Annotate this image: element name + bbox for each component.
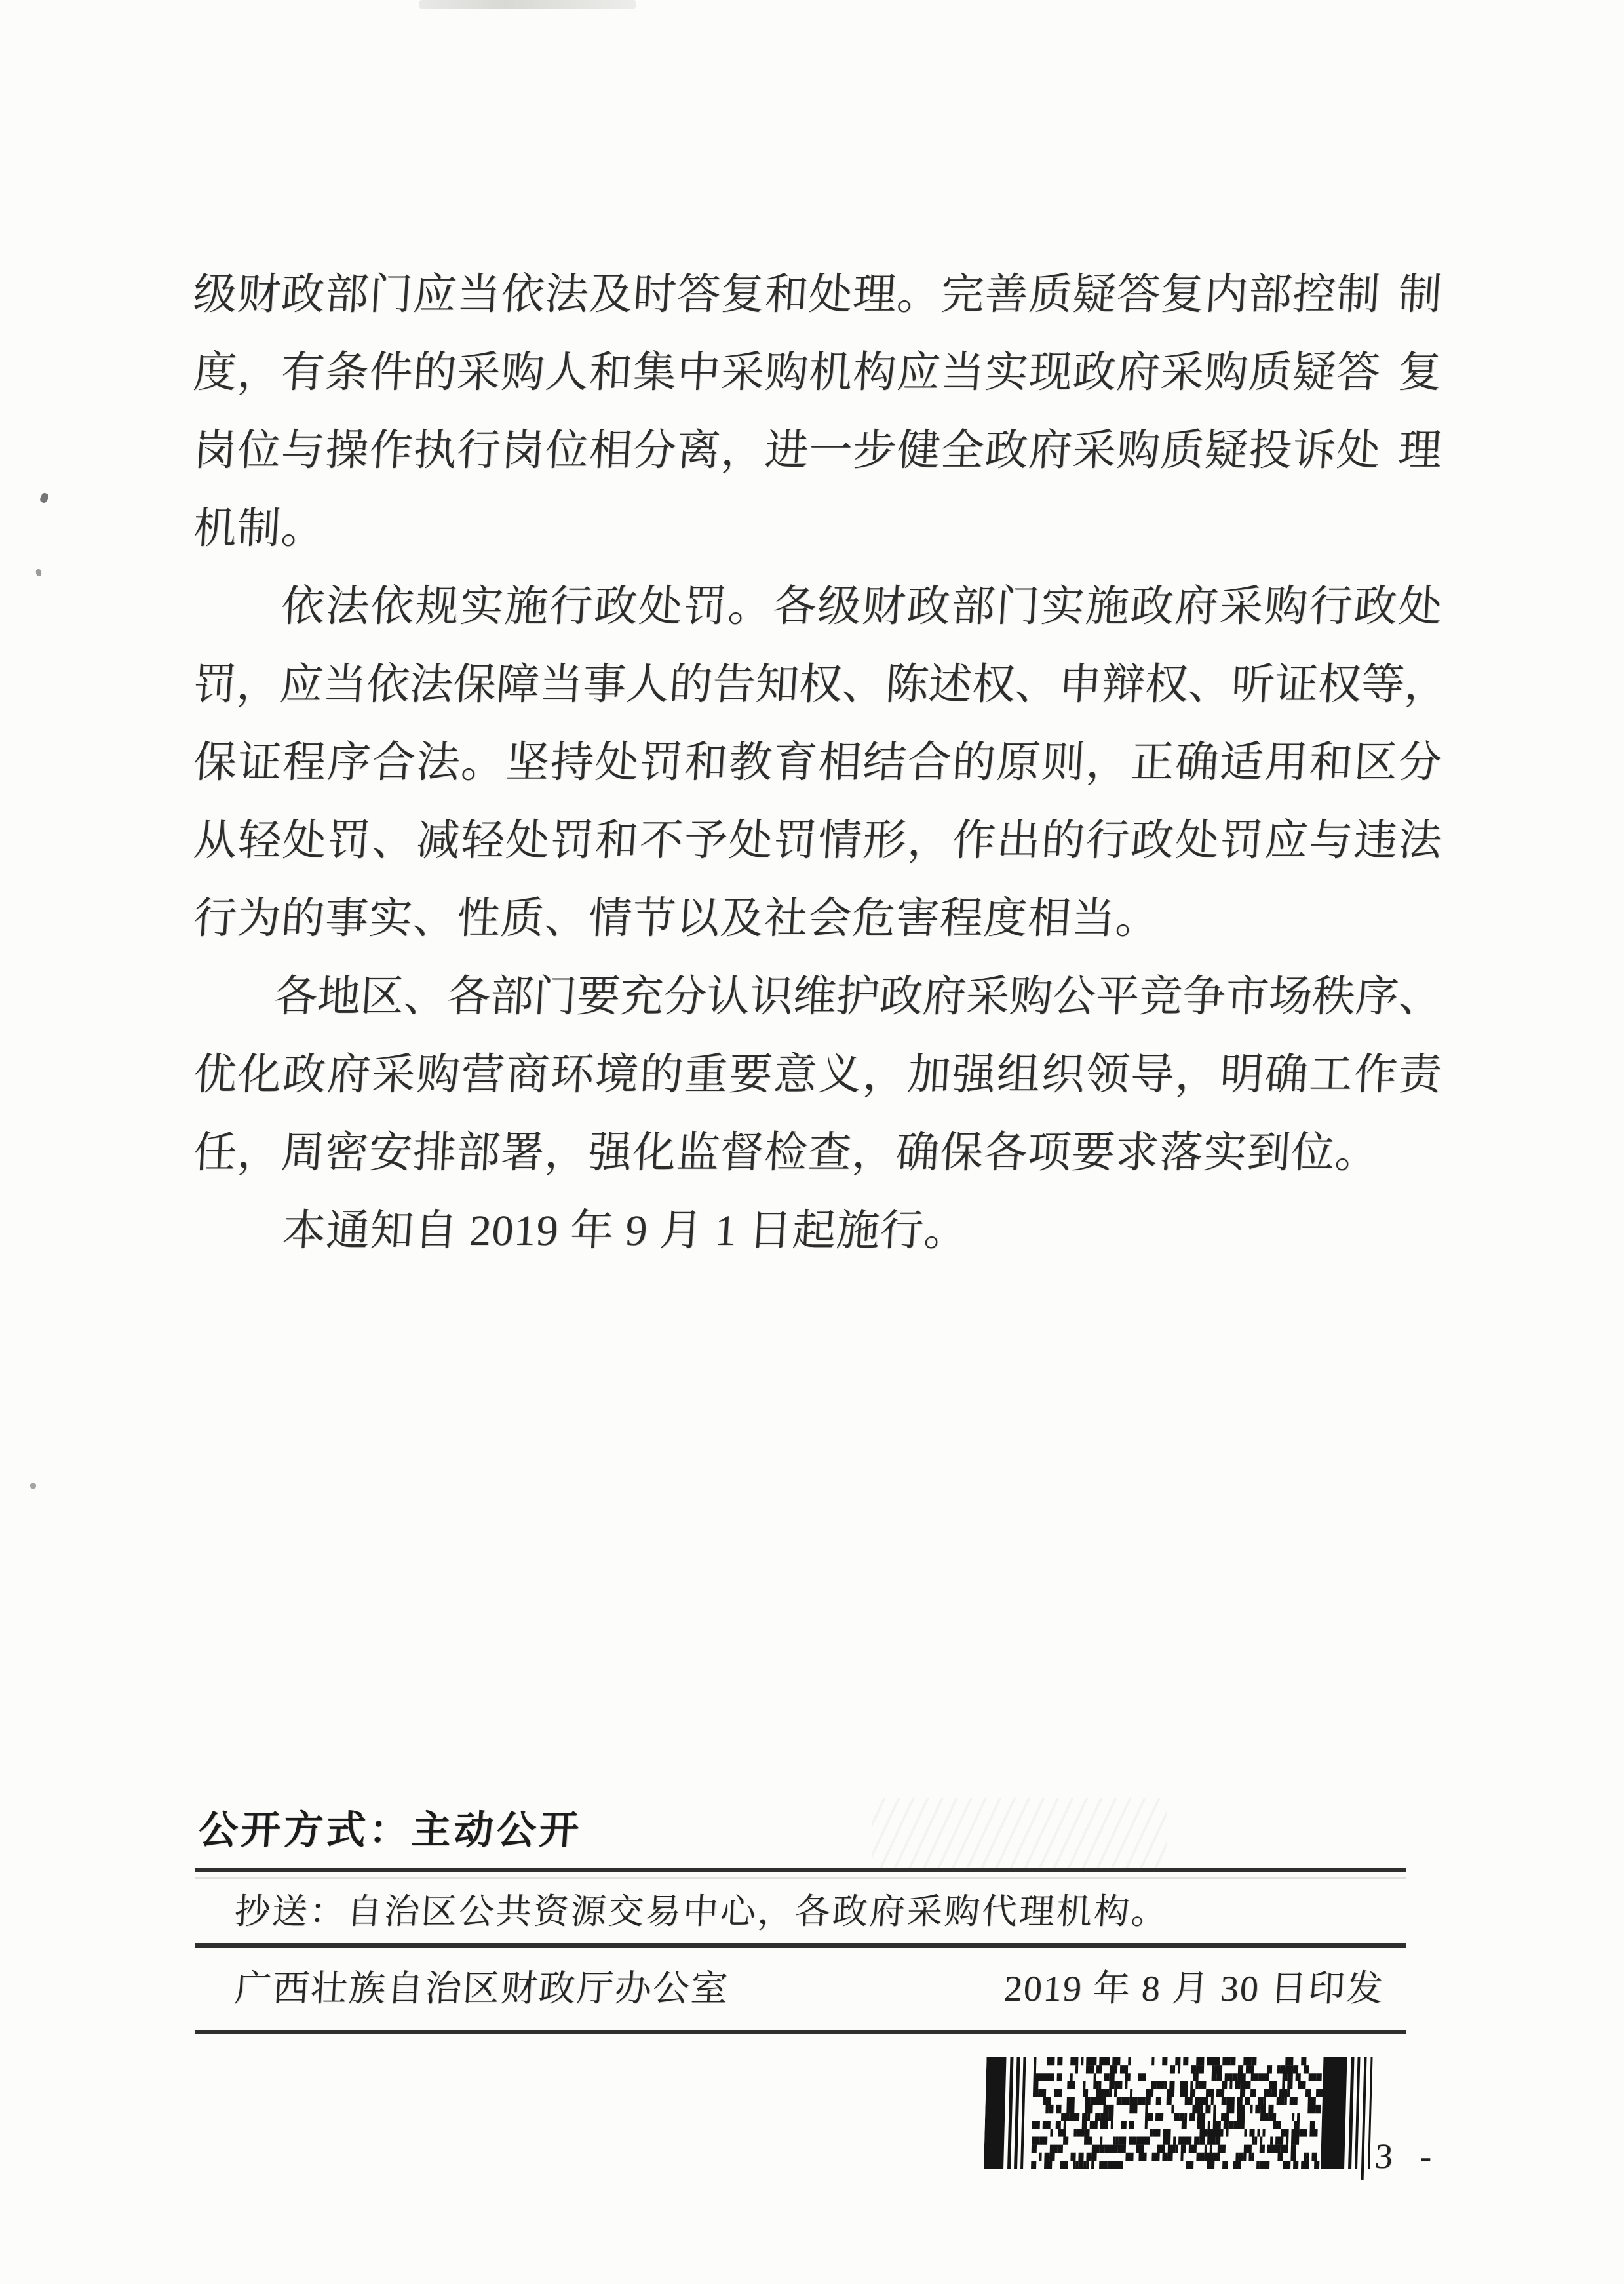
- body-line: 罚 ， 应 当 依 法 保 障 当 事 人 的 告 知 权 、 陈 述 权 、 申 辩 权 、 听 证 权 等 ，: [191, 661, 1450, 709]
- barcode-2d: [983, 2057, 1380, 2183]
- page-number: 3 -: [1374, 2136, 1442, 2176]
- body-line: 级 财 政 部 门 应 当 依 法 及 时 答 复 和 处 理 。 完 善 质 疑 答 复 内 部 控 制 制: [191, 271, 1443, 319]
- body-line: 本通知自 2019 年 9 月 1 日起施行。: [280, 1207, 970, 1255]
- cc-line: 抄送：自治区公共资源交易中心，各政府采购代理机构。: [233, 1892, 1170, 1931]
- body-line: 优 化 政 府 采 购 营 商 环 境 的 重 要 意 义 ， 加 强 组 织 领 导 ， 明 确 工 作 责: [191, 1051, 1444, 1099]
- body-line: 各 地 区 、 各 部 门 要 充 分 认 识 维 护 政 府 采 购 公 平 竞 争 市 场 秩 序 、: [272, 973, 1444, 1021]
- footer-rule-top-echo: [195, 1877, 1406, 1879]
- body-line: 行为的事实、性质、情节以及社会危害程度相当。: [191, 895, 1161, 943]
- issuer-row: [235, 1968, 1384, 2010]
- body-text: [191, 256, 1450, 1270]
- body-line: 从 轻 处 罚 、 减 轻 处 罚 和 不 予 处 罚 情 形 ， 作 出 的 行 政 处 罚 应 与 违 法: [191, 817, 1444, 865]
- body-line: 岗 位 与 操 作 执 行 岗 位 相 分 离 ， 进 一 步 健 全 政 府 采 购 质 疑 投 诉 处 理: [191, 427, 1443, 475]
- body-line: 依 法 依 规 实 施 行 政 处 罚 。 各 级 财 政 部 门 实 施 政 府 采 购 行 政 处: [280, 583, 1444, 631]
- issuing-office: 广西壮族自治区财政厅办公室: [233, 1969, 730, 2009]
- scan-artifact-top-smudge: [419, 0, 636, 9]
- body-line: 保 证 程 序 合 法 。 坚 持 处 罚 和 教 育 相 结 合 的 原 则 ， 正 确 适 用 和 区 分: [191, 739, 1444, 787]
- footer-rule-middle: [195, 1943, 1406, 1948]
- barcode-svg: [983, 2057, 1380, 2183]
- body-line: 任，周密安排部署，强化监督检查，确保各项要求落实到位。: [191, 1129, 1381, 1177]
- body-line: 机制。: [191, 505, 327, 553]
- footer-rule-bottom: [195, 2030, 1406, 2034]
- scan-artifact-speck: [30, 1483, 36, 1489]
- scan-artifact-speck: [35, 568, 42, 576]
- scan-artifact-streaks: [872, 1798, 1167, 1871]
- body-line: 度 ， 有 条 件 的 采 购 人 和 集 中 采 购 机 构 应 当 实 现 政 府 采 购 质 疑 答 复: [191, 349, 1443, 397]
- print-date: 2019 年 8 月 30 日印发: [1003, 1969, 1385, 2009]
- publish-method-heading: 公开方式：主动公开: [197, 1808, 584, 1852]
- footer-rule-top: [195, 1868, 1406, 1872]
- scan-artifact-speck: [39, 492, 49, 503]
